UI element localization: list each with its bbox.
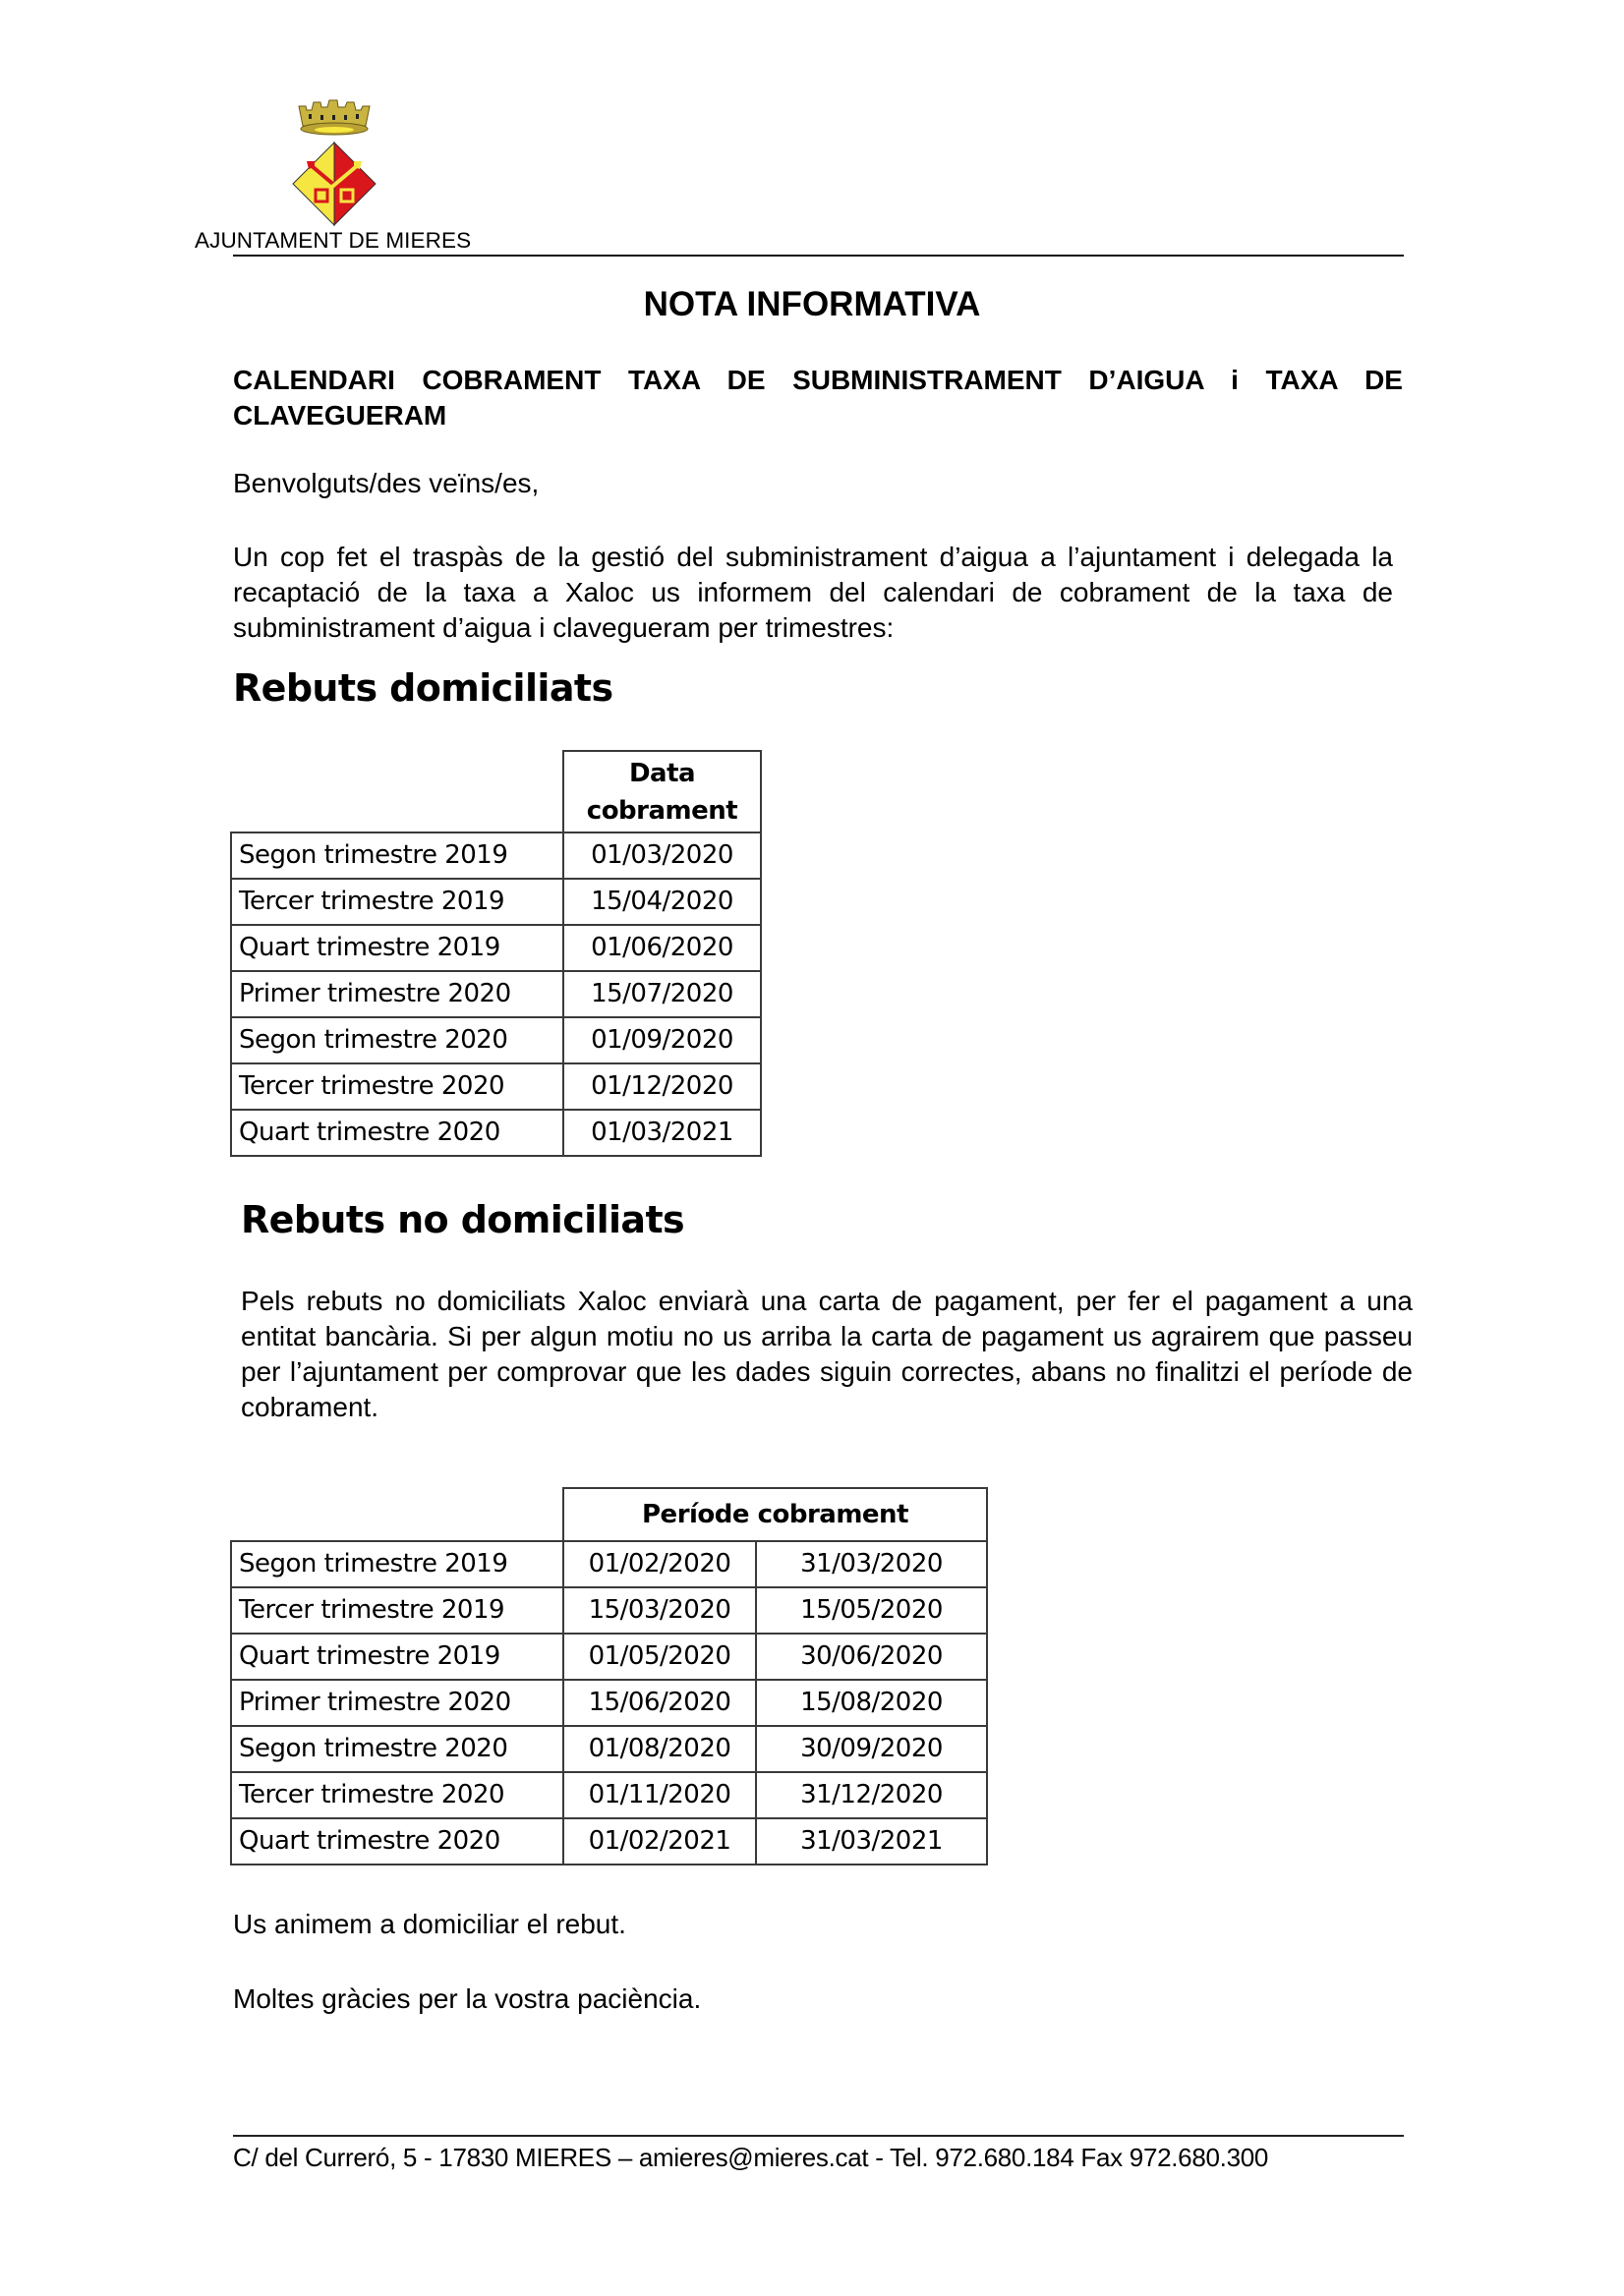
table-row	[231, 832, 761, 879]
period-cell: Tercer trimestre 2020	[231, 1772, 563, 1818]
document-subtitle: CALENDARI COBRAMENT TAXA DE SUBMINISTRAMENT D’AIGUA i TAXA DE CLAVEGUERAM	[233, 365, 1403, 430]
section-heading-domiciliats: Rebuts domiciliats	[233, 666, 613, 710]
table-header-row	[231, 751, 761, 832]
table-header-row	[231, 1488, 987, 1541]
table-row	[231, 971, 761, 1017]
table-row	[231, 925, 761, 971]
header-line: cobrament	[586, 795, 738, 826]
end-date-cell: 15/08/2020	[756, 1680, 987, 1726]
start-date-cell: 01/08/2020	[563, 1726, 756, 1772]
shield-icon	[293, 143, 376, 225]
header-period: Període cobrament	[563, 1488, 987, 1541]
closing-line: Moltes gràcies per la vostra paciència.	[233, 1983, 702, 2014]
table-row	[231, 1772, 987, 1818]
period-cell: Primer trimestre 2020	[231, 971, 563, 1017]
date-cell: 15/04/2020	[563, 879, 761, 925]
period-cell: Quart trimestre 2020	[231, 1818, 563, 1865]
table-row	[231, 1587, 987, 1634]
footer-contact: C/ del Curreró, 5 - 17830 MIERES – amieres@mieres.cat - Tel. 972.680.184 Fax 972.680.300	[233, 2143, 1269, 2172]
table-row	[231, 1634, 987, 1680]
end-date-cell: 31/03/2020	[756, 1541, 987, 1587]
closing-line: Us animem a domiciliar el rebut.	[233, 1909, 626, 1939]
end-date-cell: 31/03/2021	[756, 1818, 987, 1865]
table-row	[231, 1680, 987, 1726]
empty-header-cell	[231, 1488, 563, 1541]
table-row	[231, 1726, 987, 1772]
start-date-cell: 01/02/2020	[563, 1541, 756, 1587]
start-date-cell: 15/06/2020	[563, 1680, 756, 1726]
period-cell: Primer trimestre 2020	[231, 1680, 563, 1726]
table-row	[231, 1063, 761, 1110]
greeting: Benvolguts/des veïns/es,	[233, 468, 540, 498]
period-cell: Segon trimestre 2019	[231, 1541, 563, 1587]
date-cell: 01/03/2020	[563, 832, 761, 879]
period-cell: Tercer trimestre 2019	[231, 879, 563, 925]
header-date	[563, 751, 761, 832]
footer-divider	[233, 2135, 1404, 2137]
intro-paragraph: Un cop fet el traspàs de la gestió del subministrament d’aigua a l’ajuntament i delegada la recaptació de la taxa a Xaloc us informem del calendari de cobrament de la taxa de subministrament d’aigua i clavegueram per trimestres:	[233, 542, 1393, 643]
date-cell: 15/07/2020	[563, 971, 761, 1017]
header-divider	[233, 255, 1404, 257]
header-line: Data	[628, 758, 696, 788]
date-cell: 01/09/2020	[563, 1017, 761, 1063]
date-cell: 01/03/2021	[563, 1110, 761, 1156]
no-domiciliats-paragraph: Pels rebuts no domiciliats Xaloc enviarà una carta de pagament, per fer el pagament a una entitat bancària. Si per algun motiu no us arriba la carta de pagament us agrairem que passeu per l’ajuntament per comprovar que les dades siguin correctes, abans no finalitzi el període de cobrament.	[241, 1286, 1413, 1422]
start-date-cell: 01/05/2020	[563, 1634, 756, 1680]
start-date-cell: 15/03/2020	[563, 1587, 756, 1634]
period-cell: Quart trimestre 2020	[231, 1110, 563, 1156]
page-title: NOTA INFORMATIVA	[643, 285, 981, 323]
start-date-cell: 01/11/2020	[563, 1772, 756, 1818]
period-cell: Segon trimestre 2020	[231, 1726, 563, 1772]
start-date-cell: 01/02/2021	[563, 1818, 756, 1865]
date-cell: 01/12/2020	[563, 1063, 761, 1110]
domiciliats-table	[230, 750, 762, 1157]
period-cell: Segon trimestre 2019	[231, 832, 563, 879]
table-row	[231, 879, 761, 925]
date-cell: 01/06/2020	[563, 925, 761, 971]
period-cell: Segon trimestre 2020	[231, 1017, 563, 1063]
period-cell: Quart trimestre 2019	[231, 1634, 563, 1680]
table-row	[231, 1541, 987, 1587]
period-cell: Tercer trimestre 2019	[231, 1587, 563, 1634]
section-heading-no-domiciliats: Rebuts no domiciliats	[241, 1198, 685, 1241]
table-row	[231, 1017, 761, 1063]
no-domiciliats-table	[230, 1487, 988, 1866]
coat-of-arms-icon	[287, 98, 385, 228]
end-date-cell: 15/05/2020	[756, 1587, 987, 1634]
table-row	[231, 1110, 761, 1156]
table-row	[231, 1818, 987, 1865]
crown-icon	[299, 100, 370, 135]
period-cell: Tercer trimestre 2020	[231, 1063, 563, 1110]
end-date-cell: 30/06/2020	[756, 1634, 987, 1680]
end-date-cell: 30/09/2020	[756, 1726, 987, 1772]
empty-header-cell	[231, 751, 563, 832]
period-cell: Quart trimestre 2019	[231, 925, 563, 971]
end-date-cell: 31/12/2020	[756, 1772, 987, 1818]
organization-name: AJUNTAMENT DE MIERES	[195, 228, 472, 253]
